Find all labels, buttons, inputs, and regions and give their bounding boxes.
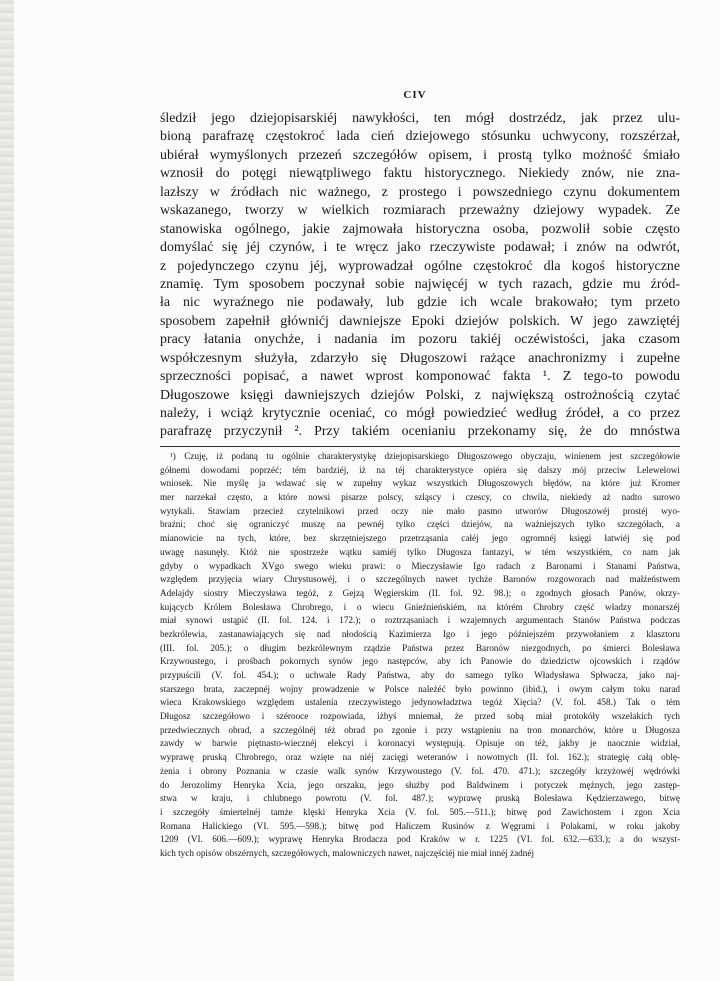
footnote-line: kich tych opisów obszérnych, szczegółowych, malowniczych nawet, najczęściéj nie miał innéj żadnéj bbox=[160, 847, 534, 858]
footnote-line: zawdy w barwie piętnasto-wiecznéj elekcyi i koronacyi występują. Opisuje on téż, jakby je naocznie widział, bbox=[160, 738, 680, 749]
main-text-line: pracy łatania onychże, i nadania im pozoru takiéj oczéwistości, jaka czasom bbox=[160, 332, 680, 348]
footnote-line: miał synowi ustąpić (II. fol. 124. i 172.); o roztrząsaniach i wzajemnych argumentach Stanów Państwa podczas bbox=[160, 615, 680, 626]
footnote-line: wieca Krakowskiego względem ustalenia rzeczywistego jedynowładztwa tegóż Xięcia? (V. fol. 458.) Tak o tém bbox=[160, 697, 680, 708]
main-text-line: sposobem zapełnił głównićj dawniejsze Epoki dziejów polskich. W jego zawziętéj bbox=[160, 313, 680, 329]
main-text-line: śledził jego dziejopisarskiéj nawykłości, ten mógł dostrzédz, jak przez ulu- bbox=[160, 111, 680, 126]
footnote-line: ¹) Czuję, iż podaną tu ogólnie charakterystykę dziejopisarskiego Długoszowego obyczaju, winienem jest szczegółowie bbox=[170, 451, 680, 461]
main-text-line: wskazanego, tworzy w wielkich rozmiarach przeważny dziejowy wypadek. Ze bbox=[160, 203, 680, 219]
footnote-line: wytykali. Stawiam przecież czytelnikowi przed oczy nie mało pasmo utworów Długoszowéj prostéj wyo- bbox=[160, 505, 680, 516]
main-text-line: Długoszowe księgi dawniejszych dziejów Polski, z największą ostrożnością czytać bbox=[160, 387, 680, 403]
page-number: CIV bbox=[403, 89, 427, 101]
main-text-line: stanowiska ogólnego, jakie zajmowała historyczna osoba, pozwolił sobie często bbox=[160, 221, 680, 237]
footnote-line: żenia i obrony Poznania w czasie walk synów Krzywoustego (V. fol. 470. 471.); szczegóły krzyżowéj wędrówki bbox=[160, 765, 680, 776]
main-text-line: współczesnym służyła, zdarzyło się Długoszowi rażące anachronizmy i zupełne bbox=[160, 350, 680, 366]
footnote-line: względem przyjęcia wiary Chrystusowéj, i o szczególnych nawet tychże Baronów rozgoworach nad małżeństwem bbox=[160, 574, 680, 585]
footnote-line: i szczegóły śmiertelnéj tamże klęski Henryka Xcia (V. fol. 505.—511.); bitwę pod Zawichostem i zgon Xcia bbox=[160, 806, 680, 817]
main-text-line: domyślać się jéj czynów, i te wręcz jako rzeczywiste podawał; i znów na odwrót, bbox=[160, 240, 680, 256]
footnote-line: uwagę nasunęły. Któż nie spostrzeże wątku samiéj tylko Długosza fantazyi, w tém wszystkiém, co nam jak bbox=[160, 546, 680, 557]
footnote-line: Długosz szczegółowo i szérooce rozpowiada, iżbyś mniemał, że przed sobą miał protokóły wszelakich tych bbox=[160, 711, 680, 722]
footnote-line: wyprawę pruską Chrobrego, oraz wzięte na niéj zacięgi weteranów i nowotnych (II. fol. 162.); strategię całą oblę- bbox=[160, 752, 680, 763]
main-text-line: ubiérał wymyślonych przezeń szczegółów opisem, i prostą tylko możność śmiało bbox=[160, 147, 680, 163]
footnote-line: braźni; choć się ograniczyć muszę na pewnéj tylko części dziejów, na ważniejszych tylko szczegółach, a bbox=[160, 519, 680, 530]
footnote-line: Krzywoustego, i prośbach pokornych synów jego następców, aby ich Panowie do dziedzictw ojcowskich i rządów bbox=[160, 656, 680, 667]
main-text-line: parafrazę przyczynił ². Przy takiém ocenianiu przekonamy się, że do mnóstwa bbox=[160, 424, 680, 440]
footnote-rule bbox=[160, 446, 680, 447]
footnote-line: 1209 (VI. 606.—609.); wyprawę Henryka Brodacza pod Kraków w r. 1225 (VI. fol. 632.—633.); a do wszyst- bbox=[160, 834, 680, 845]
footnote-line: przedwiecznych obrad, a szczególnéj téż obrad po zgonie i przy wstąpieniu na tron monarchów, które u Długosza bbox=[160, 724, 680, 735]
main-text-line: lazłszy w źródłach nic ważnego, z prostego i powszedniego czynu dokumentem bbox=[160, 184, 680, 200]
main-text bbox=[160, 110, 680, 442]
main-text-line: bioną parafrazę częstokroć lada cień dziejowego stósunku uchwycony, rozszérzał, bbox=[160, 129, 680, 145]
footnote-line: (III. fol. 205.); o długim bezkrólewnym rządzie Państwa przez Baronów niezgodnych, po śmierci Bolesława bbox=[160, 642, 680, 653]
footnote-line: stwa w kraju, i chlubnego powrotu (V. fol. 487.); wyprawę pruską Bolesława Kędzierzawego, bitwę bbox=[160, 793, 680, 804]
footnote-line: Romana Halickiego (VI. 595.—598.); bitwę pod Haliczem Rusinów z Węgrami i Polakami, w roku jakoby bbox=[160, 820, 680, 831]
main-text-line: należy, i wciąż krytycznie oceniać, co mógł powiedzieć według źródeł, a co przez bbox=[160, 406, 680, 421]
footnote-line: gółnemi dowodami poprzéć; tém bardziéj, iż na téj charakterystyce opiéra się dalszy mój przeciw Lelewelowi bbox=[160, 464, 680, 475]
footnote-line: kującycb Królem Bolesława Chrobrego, i o wiecu Gnieźnieńskiém, na którém Chrobry część władzy monarszéj bbox=[160, 601, 680, 612]
main-text-line: z pojedynczego czynu jéj, wyprowadzał ogólne częstokroć dla kogoś historyczne bbox=[160, 258, 680, 274]
footnote-line: do Jerozolimy Henryka Xcia, jego orszaku, jego służby pod Baldwinem i potyczek mężnych, jego zastęp- bbox=[160, 779, 680, 790]
main-text-line: znamię. Tym sposobem poczynał sobie najwięcéj w tych razach, gdzie mu źród- bbox=[160, 276, 680, 292]
footnote-line: przypuścili (V. fol. 454.); o uchwale Rady Państwa, aby do samego tylko Władysława Spłwacza, jako naj- bbox=[160, 670, 680, 680]
main-text-line: sprzeczności popisać, a nawet wprost komponować fakta ¹. Z tego-to powodu bbox=[160, 369, 680, 385]
footnote-line: gdyby o wypadkach XVgo swego wieku prawi: o Mieczysławie Igo radach z Baronami i Stanami Państwa, bbox=[160, 560, 680, 571]
footnote-line: mer narzekał często, a które nowsi pisarze polscy, szląscy i czescy, co chwila, niekiedy aż nadto surowo bbox=[160, 492, 680, 503]
binding-edge bbox=[0, 0, 14, 981]
footnote-line: bezkrólewia, zastanawiających się nad nłodością Kazimierza Igo i jego późniejszém przywołaniem z klasztoru bbox=[160, 628, 680, 639]
footnote-line: mianowicie na tych, które, bez skrzętniejszego przetrząsania całéj jego ogromnéj księgi łatwiéj się pod bbox=[160, 533, 680, 544]
footnote-line: starszego brata, zaczepnéj wojny prowadzenie w Polsce należéć było powinno (ibid.), i owym całym toku narad bbox=[160, 683, 680, 694]
footnote-line: Adelajdy siostry Mieczysława tegóż, z Gejzą Węgierskim (II. fol. 92. 98.); o zgodnych głosach Panów, okrzy- bbox=[160, 587, 680, 598]
footnote bbox=[160, 450, 680, 861]
main-text-line: ła nic wyraźnego nie podawały, lub gdzie ich wcale brakowało; tym przeto bbox=[160, 295, 680, 311]
main-text-line: wznosił do potęgi niewątpliwego faktu historycznego. Niekiedy znów, nie zna- bbox=[160, 166, 680, 182]
footnote-line: wniosek. Nie myślę ja wdawać się w zupełny wykaz wszystkich Długoszowych błędów, na które już Kromer bbox=[160, 478, 680, 489]
